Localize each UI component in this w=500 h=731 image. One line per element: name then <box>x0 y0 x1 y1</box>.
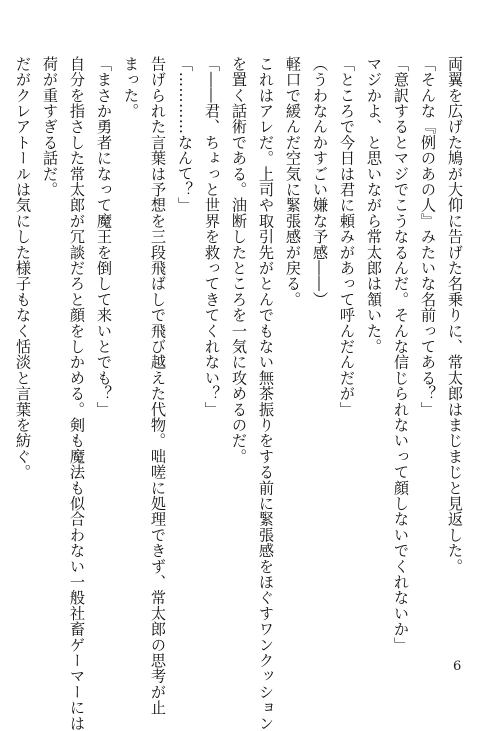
text-line-10: 「――君、ちょっと世界を救ってきてくれない？」 <box>203 56 221 418</box>
vertical-text-body <box>14 56 468 731</box>
text-line-14: 「まさか勇者になって魔王を倒して来いとでも？」 <box>95 56 113 418</box>
text-line-4: マジかよ、と思いながら常太郎は頷いた。 <box>365 56 383 355</box>
text-line-7: 軽口で緩んだ空気に緊張感が戻る。 <box>284 56 302 308</box>
text-line-2: 「そんな『例のあの人』みたいな名前ってある？」 <box>419 56 437 418</box>
text-line-12: 告げられた言葉は予想を三段飛ばしで飛び越えた代物。咄嗟に処理できず、常太郎の思考が止 <box>149 56 167 716</box>
text-line-9: を置く話術である。油断したところを一気に攻めるのだ。 <box>230 56 248 465</box>
text-line-6: （うわなんかすごい嫌な予感――） <box>311 56 329 308</box>
text-line-1: 両翼を広げた鳩が大仰に告げた名乗りに、常太郎はまじまじと見返した。 <box>446 56 464 575</box>
text-line-8: これはアレだ。上司や取引先がとんでもない無茶振りをする前に緊張感をほぐすワンクッション <box>257 56 275 731</box>
text-line-5: 「ところで今日は君に頼みがあって呼んだんだが」 <box>338 56 356 418</box>
text-line-13: まった。 <box>122 56 140 119</box>
page-number: 6 <box>453 659 462 674</box>
text-line-11: 「…………なんて？」 <box>176 56 194 213</box>
text-line-17: だがクレアトールは気にした様子もなく恬淡と言葉を紡ぐ。 <box>14 56 32 480</box>
text-line-15: 自分を指さした常太郎が冗談だろと顔をしかめる。剣も魔法も似合わない一般社畜ゲーマーには <box>68 56 86 731</box>
text-line-3: 「意訳するとマジでこうなるんだ。そんな信じられないって顔しないでくれないか」 <box>392 56 410 653</box>
text-line-16: 荷が重すぎる話だ。 <box>41 56 59 198</box>
